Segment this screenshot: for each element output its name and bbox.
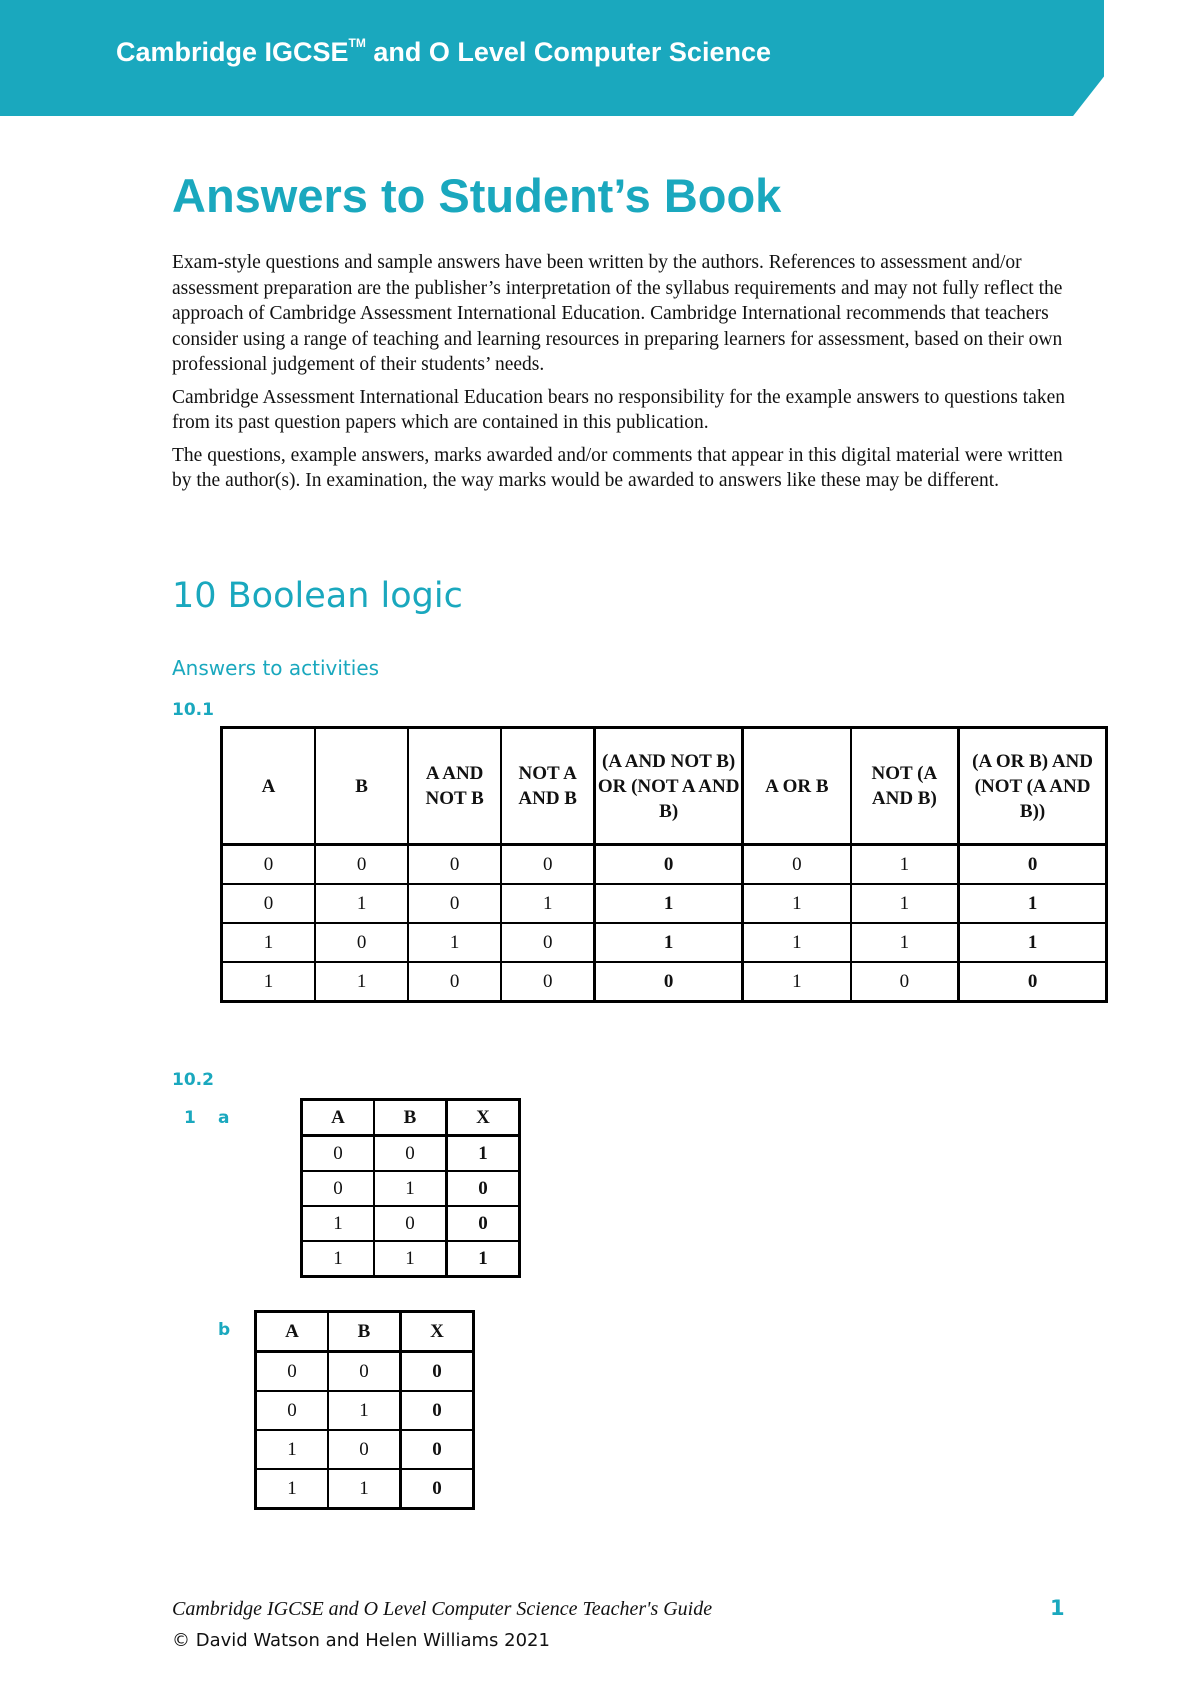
- table-cell: 0: [408, 845, 501, 885]
- table-cell: 1: [743, 923, 851, 962]
- truth-table-part-b: [254, 1310, 475, 1510]
- table-cell: 0: [595, 962, 743, 1002]
- table-cell: 0: [315, 845, 408, 885]
- activity-label-10-2: 10.2: [172, 1070, 214, 1090]
- table-header: (A AND NOT B) OR (NOT A AND B): [595, 728, 743, 845]
- table-header: A: [302, 1100, 375, 1136]
- table-row: [302, 1171, 520, 1206]
- table-cell: 0: [302, 1136, 375, 1172]
- table-header: NOT (A AND B): [851, 728, 959, 845]
- table-cell: 1: [374, 1171, 447, 1206]
- table-cell: 1: [302, 1241, 375, 1277]
- table-cell: 0: [401, 1469, 474, 1509]
- table-cell: 0: [501, 923, 595, 962]
- table-cell: 1: [222, 962, 316, 1002]
- table-cell: 0: [328, 1352, 401, 1392]
- table-cell: 0: [447, 1171, 520, 1206]
- table-cell: 1: [743, 962, 851, 1002]
- footer-book-title: Cambridge IGCSE and O Level Computer Science Teacher's Guide: [172, 1598, 713, 1620]
- table-cell: 1: [851, 923, 959, 962]
- table-cell: 1: [222, 923, 316, 962]
- intro-paragraph: Cambridge Assessment International Education bears no responsibility for the example answers to questions taken from its past question papers which are contained in this publication.: [172, 386, 1066, 433]
- table-cell: 0: [851, 962, 959, 1002]
- table-cell: 1: [447, 1241, 520, 1277]
- table-cell: 1: [743, 884, 851, 923]
- table-cell: 1: [302, 1206, 375, 1241]
- table-header: A AND NOT B: [408, 728, 501, 845]
- table-cell: 0: [501, 845, 595, 885]
- table-header: X: [447, 1100, 520, 1136]
- table-row: [222, 884, 1107, 923]
- table-header: B: [315, 728, 408, 845]
- question-number: 1: [184, 1108, 196, 1128]
- table-cell: 0: [315, 923, 408, 962]
- table-cell: 0: [959, 962, 1107, 1002]
- table-row: [302, 1136, 520, 1172]
- table-header: X: [401, 1312, 474, 1352]
- trademark-symbol: TM: [348, 36, 366, 50]
- table-row: [302, 1241, 520, 1277]
- table-cell: 0: [222, 884, 316, 923]
- table-row: [222, 845, 1107, 885]
- table-cell: 0: [374, 1206, 447, 1241]
- table-cell: 1: [595, 923, 743, 962]
- table-cell: 0: [401, 1391, 474, 1430]
- table-header: A: [256, 1312, 329, 1352]
- table-header: (A OR B) AND (NOT (A AND B)): [959, 728, 1107, 845]
- table-cell: 0: [302, 1171, 375, 1206]
- table-row: [222, 923, 1107, 962]
- page-title: Answers to Student’s Book: [172, 169, 782, 222]
- table-cell: 0: [501, 962, 595, 1002]
- table-row: [256, 1391, 474, 1430]
- table-row: [256, 1352, 474, 1392]
- intro-paragraph: Exam-style questions and sample answers have been written by the authors. References to assessment and/or assessment preparation are the publisher’s interpretation of the syllabus requirements and may not fully reflect the approach of Cambridge Assessment International Education. Cambridge International recommends that teachers consider using a range of teaching and learning resources in preparing learners for assessment, based on their own professional judgement of their students’ needs.: [172, 252, 1063, 375]
- part-label-a: a: [218, 1108, 230, 1128]
- chapter-title: 10 Boolean logic: [172, 576, 463, 616]
- table-cell: 1: [851, 884, 959, 923]
- table-cell: 0: [401, 1352, 474, 1392]
- table-cell: 1: [328, 1469, 401, 1509]
- table-cell: 1: [959, 923, 1107, 962]
- table-cell: 1: [315, 884, 408, 923]
- table-cell: 0: [374, 1136, 447, 1172]
- truth-table-part-a: [300, 1098, 521, 1278]
- table-cell: 1: [447, 1136, 520, 1172]
- header-title: Cambridge IGCSE™ and O Level Computer Science: [116, 36, 771, 67]
- table-header: B: [328, 1312, 401, 1352]
- table-cell: 1: [256, 1430, 329, 1469]
- table-cell: 0: [447, 1206, 520, 1241]
- section-heading: Answers to activities: [172, 656, 380, 680]
- table-cell: 1: [851, 845, 959, 885]
- table-cell: 0: [328, 1430, 401, 1469]
- activity-label-10-1: 10.1: [172, 700, 214, 720]
- table-cell: 1: [501, 884, 595, 923]
- table-cell: 0: [408, 962, 501, 1002]
- table-row: [256, 1469, 474, 1509]
- intro-paragraph: The questions, example answers, marks awarded and/or comments that appear in this digital material were written by the author(s). In examination, the way marks would be awarded to answers like these may be different.: [172, 444, 1063, 491]
- table-cell: 1: [315, 962, 408, 1002]
- part-label-b: b: [218, 1320, 231, 1340]
- table-cell: 1: [408, 923, 501, 962]
- table-cell: 1: [595, 884, 743, 923]
- table-cell: 0: [256, 1352, 329, 1392]
- table-cell: 0: [743, 845, 851, 885]
- table-cell: 0: [408, 884, 501, 923]
- table-cell: 0: [256, 1391, 329, 1430]
- table-header: B: [374, 1100, 447, 1136]
- table-row: [302, 1206, 520, 1241]
- table-cell: 0: [222, 845, 316, 885]
- intro-disclaimer: [172, 250, 1072, 501]
- table-row: [256, 1430, 474, 1469]
- table-header: NOT A AND B: [501, 728, 595, 845]
- table-header: A: [222, 728, 316, 845]
- table-cell: 1: [256, 1469, 329, 1509]
- table-header: A OR B: [743, 728, 851, 845]
- table-cell: 1: [374, 1241, 447, 1277]
- page-number: 1: [1050, 1596, 1065, 1620]
- table-cell: 0: [595, 845, 743, 885]
- table-row: [222, 962, 1107, 1002]
- truth-table-10-1: [220, 726, 1108, 1003]
- table-cell: 1: [328, 1391, 401, 1430]
- table-cell: 0: [401, 1430, 474, 1469]
- table-cell: 1: [959, 884, 1107, 923]
- table-cell: 0: [959, 845, 1107, 885]
- footer-copyright: © David Watson and Helen Williams 2021: [172, 1630, 550, 1651]
